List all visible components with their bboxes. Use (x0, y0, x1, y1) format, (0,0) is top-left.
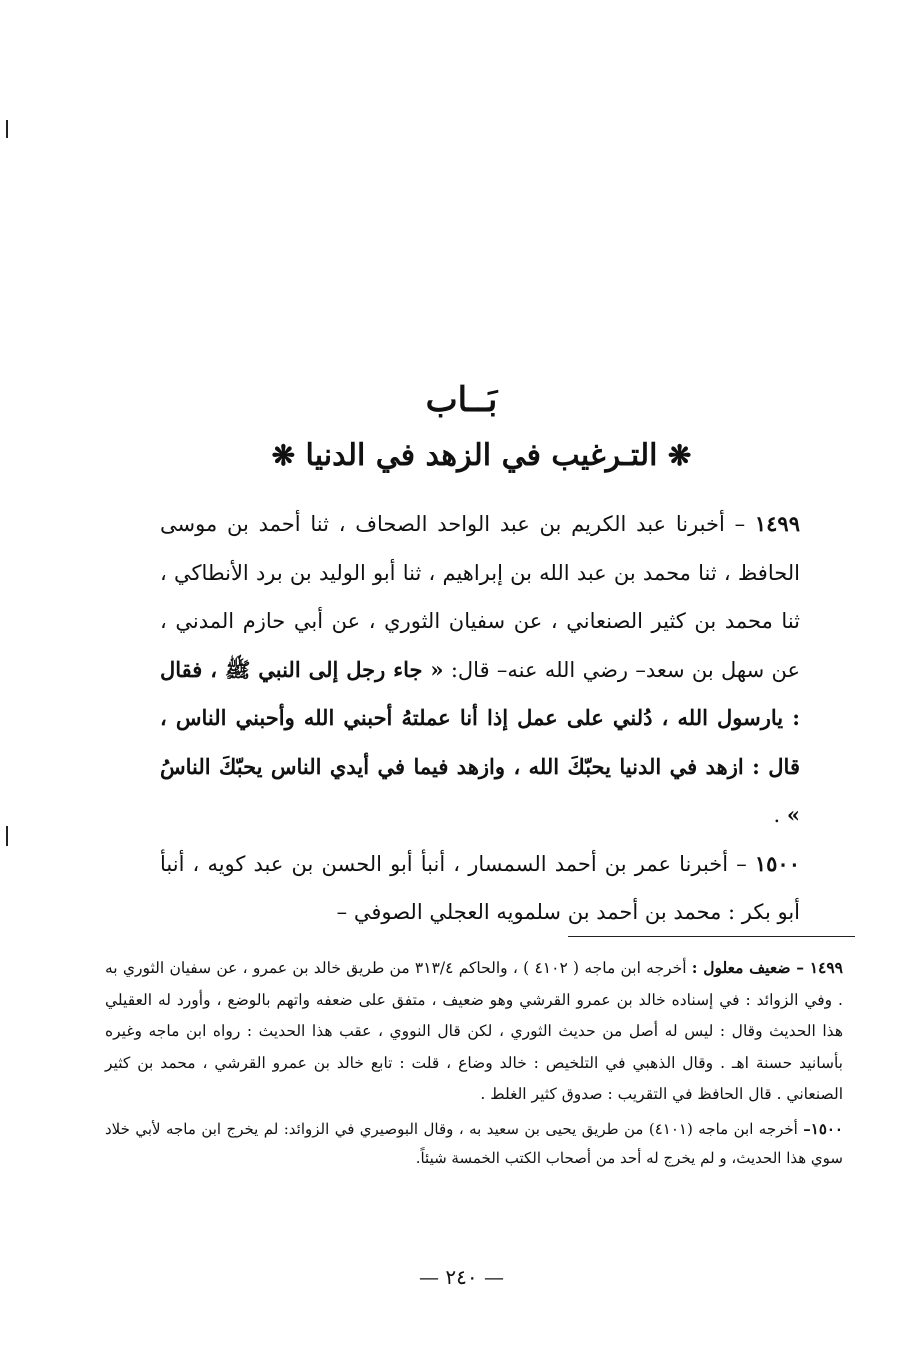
footnotes (105, 952, 843, 1177)
chapter-heading-word: بَــاب (425, 380, 498, 420)
hadith-isnad: – أخبرنا عمر بن أحمد السمسار ، أنبأ أبو الحسن بن عبد كويه ، أنبأ أبو بكر : محمد بن أحمد بن سلمويه العجلي الصوفي – (160, 851, 800, 924)
hadith-number: ١٥٠٠ (754, 850, 800, 876)
ornament-star-icon: ❋ (271, 439, 296, 472)
hadith-matn: « جاء رجل إلى النبي ﷺ ، فقال : يارسول الله ، دُلني على عمل إذا أنا عملتهُ أحبني الله وأحبني الناس ، قال : ازهد في الدنيا يحبّكَ الله ، وازهد فيما في أيدي الناس يحبّكَ الناسُ » (160, 656, 800, 827)
left-margin-mark-bottom (6, 826, 8, 846)
footnote-divider (568, 936, 855, 937)
left-margin-mark-top (6, 120, 8, 138)
hadith-number: ١٤٩٩ (754, 511, 800, 536)
main-text (160, 500, 800, 937)
hadith-end: . (773, 803, 787, 827)
chapter-title-text: التـرغيب في الزهد في الدنيا (305, 438, 658, 473)
hadith-1499 (160, 500, 800, 840)
chapter-title (120, 432, 843, 480)
footnote-label: ١٥٠٠– (803, 1119, 843, 1138)
ornament-star-icon: ❋ (667, 439, 692, 472)
footnote-1499 (105, 952, 843, 1111)
footnote-text: أخرجه ابن ماجه (٤١٠١) من طريق يحيى بن سعيد به ، وقال البوصيري في الزوائد: لم يخرج ابن ماجه لأبي خلاد سوي هذا الحديث، و لم يخرج له أحد من أصحاب الكتب الخمسة شيئاً. (105, 1119, 843, 1167)
hadith-isnad: – أخبرنا عبد الكريم بن عبد الواحد الصحاف ، ثنا أحمد بن موسى الحافظ ، ثنا محمد بن عبد الله بن إبراهيم ، ثنا أبو الوليد بن برد الأنطاكي ، ثنا محمد بن كثير الصنعاني ، عن سفيان الثوري ، عن أبي حازم المدني ، عن سهل بن سعد– رضي الله عنه– قال: (160, 512, 801, 682)
footnote-1500 (105, 1115, 843, 1173)
footnote-text: أخرجه ابن ماجه ( ٤١٠٢ ) ، والحاكم ٣١٣/٤ من طريق خالد بن عمرو ، عن سفيان الثوري به . وفي الزوائد : في إسناده خالد بن عمرو القرشي وهو ضعيف ، متفق على ضعفه واتهم بالوضع ، وأورد له العقيلي هذا الحديث وقال : ليس له أصل من حديث الثوري ، لكن قال النووي ، عقب هذا الحديث : رواه ابن ماجه وغيره بأسانيد حسنة اهـ . وقال الذهبي في التلخيص : خالد وضاع ، قلت : تابع خالد بن عمرو القرشي ، محمد بن كثير الصنعاني . قال الحافظ في التقريب : صدوق كثير الغلط . (105, 959, 843, 1103)
hadith-1500 (160, 840, 800, 937)
footnote-label: ١٤٩٩ – ضعيف معلول : (691, 958, 844, 977)
page-number: — ٢٤٠ — (419, 1265, 504, 1289)
